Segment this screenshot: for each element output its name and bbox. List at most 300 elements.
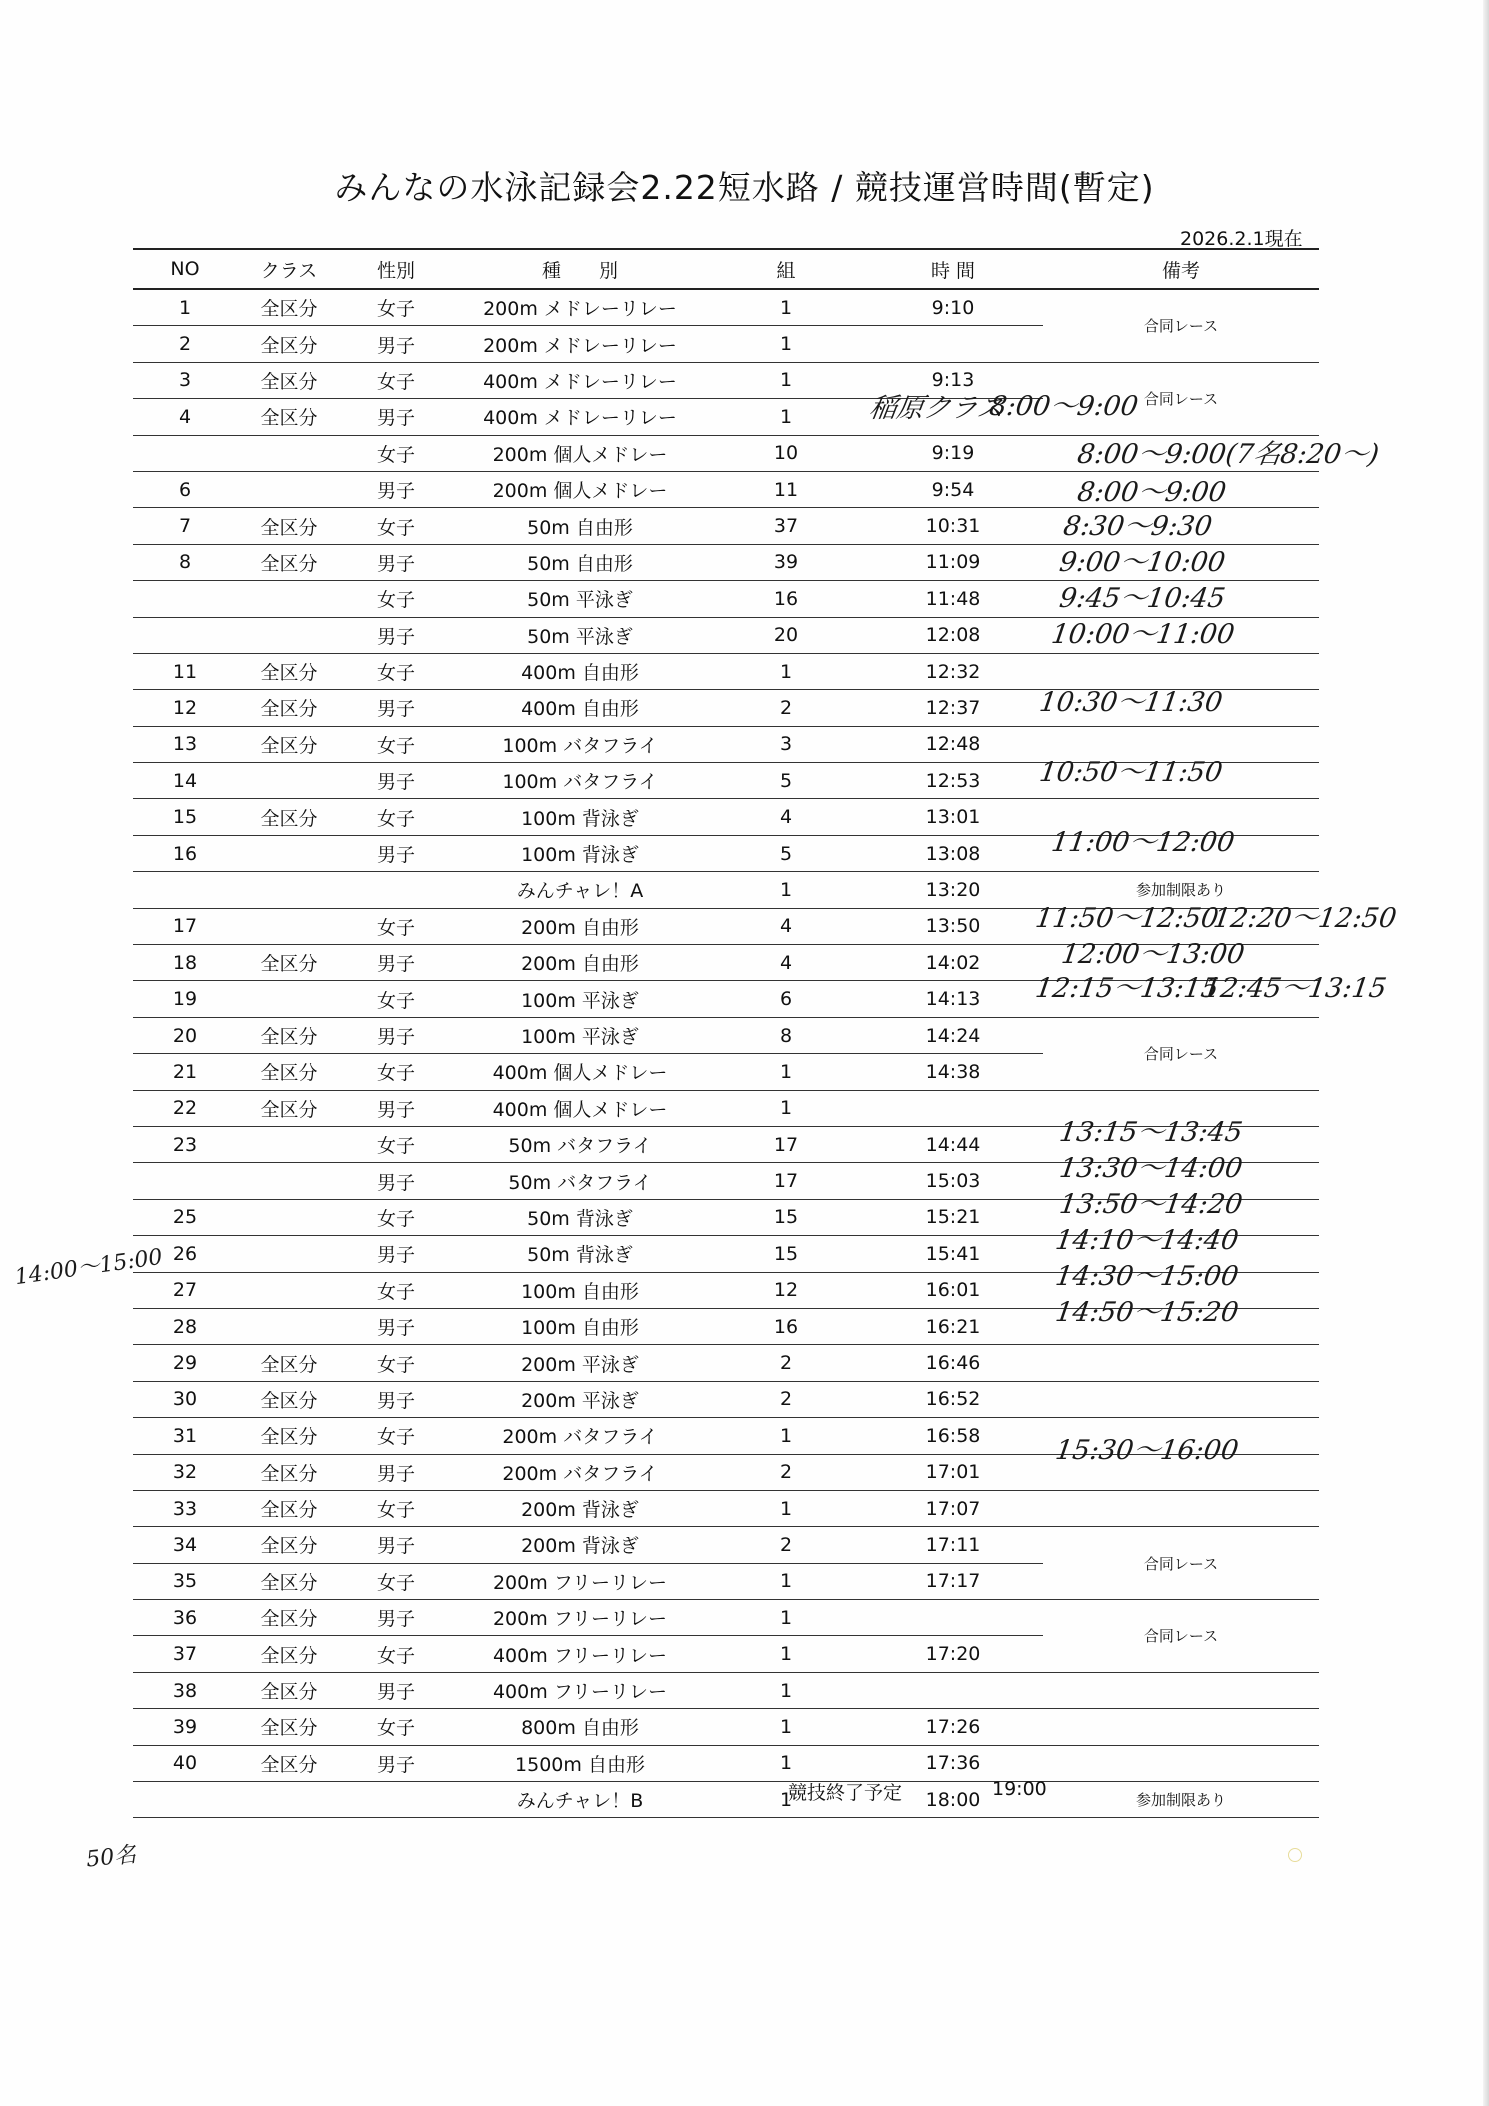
cell-no: 13 [172,733,198,756]
cell-group: 12 [773,1279,799,1302]
cell-time: 9:19 [931,442,975,465]
cell-group: 5 [779,769,793,792]
cell-event: 200m メドレーリレー [483,334,677,357]
table-row [133,1345,1319,1381]
cell-time: 14:02 [925,951,981,974]
cell-class [237,1782,341,1818]
hand-time: 8:00～9:00(7名8:20～) [1075,439,1381,470]
cell-sex: 男子 [376,1171,415,1194]
cell-event: 200m 自由形 [521,953,639,976]
cell-event: 50m 背泳ぎ [527,1244,633,1267]
cell-sex: 女子 [376,589,415,612]
cell-event: 100m バタフライ [502,734,658,757]
cell-event: 200m フリーリレー [451,1600,709,1636]
cell-class: 全区分 [260,1353,318,1376]
cell-time: 16:52 [925,1388,981,1411]
cell-time: 16:46 [925,1352,981,1375]
cell-sex: 女子 [376,916,415,939]
cell-sex: 男子 [376,1098,415,1121]
cell-no: 20 [133,1017,237,1053]
cell-time: 16:21 [925,1315,981,1338]
cell-group: 17 [773,1133,799,1156]
cell-class: 全区分 [260,1426,318,1449]
cell-sex: 女子 [376,1571,415,1594]
cell-group: 6 [779,988,793,1011]
cell-group: 1 [779,1788,793,1811]
cell-event: 400m 自由形 [521,698,639,721]
cell-group: 16 [773,587,799,610]
cell-no: 35 [172,1570,198,1593]
table-row [133,1672,1319,1708]
cell-sex: 女子 [376,1353,415,1376]
cell-event: 100m バタフライ [502,771,658,794]
cell-no: 32 [172,1461,198,1484]
cell-remark [1043,1709,1319,1745]
cell-sex: 女子 [341,362,451,398]
cell-event: 50m 自由形 [527,552,633,575]
cell-sex: 女子 [376,989,415,1012]
cell-time [863,1600,1043,1636]
cell-group: 2 [779,1388,793,1411]
cell-sex: 男子 [376,1389,415,1412]
cell-sex: 女子 [376,1717,415,1740]
cell-sex [341,872,451,908]
cell-event: 100m 背泳ぎ [521,807,639,830]
cell-group: 1 [779,1497,793,1520]
cell-no: 22 [172,1097,198,1120]
cell-remark-merged: 合同レース [1143,1627,1219,1646]
cell-group: 17 [773,1170,799,1193]
cell-event: 200m バタフライ [502,1426,658,1449]
cell-no: 23 [172,1133,198,1156]
cell-class: 全区分 [260,1753,318,1776]
cell-time: 14:44 [925,1133,981,1156]
cell-time: 12:48 [925,733,981,756]
cell-sex: 男子 [376,480,415,503]
header-class: クラス [237,249,341,289]
table-row [133,362,1319,398]
cell-group: 1 [709,362,863,398]
cell-group: 1 [779,1570,793,1593]
cell-sex: 男子 [376,1753,415,1776]
hand-time: 14:50～15:20 [1053,1297,1241,1328]
cell-time: 14:13 [925,988,981,1011]
hand-time: 11:50～12:50 [1033,903,1221,934]
cell-event: 200m メドレーリレー [451,289,709,326]
cell-group: 2 [779,696,793,719]
hand-time: 8:00～9:00 [987,391,1141,422]
cell-no: 17 [172,915,198,938]
cell-no [133,617,237,653]
cell-class [237,1236,341,1272]
header-no: NO [133,249,237,289]
cell-no: 3 [133,362,237,398]
cell-class [237,1272,341,1308]
hand-time: 12:00～13:00 [1059,939,1247,970]
cell-event: みんチャレ！B [516,1790,644,1813]
cell-time: 15:41 [925,1242,981,1265]
cell-class [237,617,341,653]
cell-no [133,872,237,908]
cell-remark-merged: 合同レース [1143,390,1219,409]
table-row [133,1527,1319,1563]
cell-event: 200m 背泳ぎ [451,1527,709,1563]
cell-remark [1043,1381,1319,1417]
cell-event: 1500m 自由形 [515,1753,645,1776]
cell-class: 全区分 [260,1571,318,1594]
cell-time: 13:50 [925,915,981,938]
hand-time: 10:00～11:00 [1049,619,1237,650]
cell-event: 400m フリーリレー [492,1644,668,1667]
cell-sex: 男子 [376,1462,415,1485]
cell-time: 13:20 [925,878,981,901]
cell-group: 4 [779,951,793,974]
cell-time: 18:00 [925,1788,981,1811]
cell-no: 21 [172,1060,198,1083]
cell-event: 50m 自由形 [527,516,633,539]
cell-event: 200m 背泳ぎ [521,1499,639,1522]
cell-no: 6 [178,478,192,501]
cell-no: 11 [172,660,198,683]
cell-class: 全区分 [260,1098,318,1121]
cell-remark [1043,1490,1319,1526]
cell-group: 2 [779,1352,793,1375]
table-row [133,1381,1319,1417]
cell-no: 34 [133,1527,237,1563]
cell-class [237,872,341,908]
cell-event: 50m 背泳ぎ [527,1207,633,1230]
cell-sex: 男子 [376,844,415,867]
cell-event: 200m 個人メドレー [492,443,668,466]
cell-no: 19 [172,988,198,1011]
cell-group: 1 [779,1424,793,1447]
cell-group: 20 [773,624,799,647]
table-header-row [133,249,1319,289]
cell-time: 14:38 [925,1060,981,1083]
cell-time: 12:08 [925,624,981,647]
cell-sex: 女子 [376,1062,415,1085]
cell-event: 100m 背泳ぎ [521,844,639,867]
cell-sex: 男子 [341,1527,451,1563]
cell-class: 全区分 [260,1644,318,1667]
scan-edge [1483,0,1489,2106]
cell-class: 全区分 [260,407,318,430]
cell-time [863,326,1043,362]
cell-group: 37 [773,515,799,538]
cell-event: 100m 自由形 [521,1280,639,1303]
cell-time: 17:07 [925,1497,981,1520]
cell-group: 1 [779,1679,793,1702]
cell-no: 33 [172,1497,198,1520]
table-row [133,1600,1319,1636]
cell-class [237,1199,341,1235]
cell-group: 16 [773,1315,799,1338]
cell-sex: 女子 [376,1426,415,1449]
cell-remark [1043,1345,1319,1381]
cell-event: 50m バタフライ [508,1135,652,1158]
cell-time: 9:54 [931,478,975,501]
cell-group: 1 [779,660,793,683]
cell-class: 全区分 [260,1062,318,1085]
cell-group: 8 [709,1017,863,1053]
cell-time: 17:20 [925,1643,981,1666]
cell-class [237,835,341,871]
cell-sex: 女子 [376,1207,415,1230]
cell-sex: 女子 [376,1499,415,1522]
cell-class: 全区分 [237,1527,341,1563]
cell-sex: 男子 [341,1600,451,1636]
cell-event: 200m 平泳ぎ [521,1389,639,1412]
cell-group: 5 [779,842,793,865]
cell-no: 4 [178,405,192,428]
cell-remark [1043,1745,1319,1781]
hand-margin-time: 14:00～15:00 [13,1244,165,1291]
cell-remark-merged: 合同レース [1143,317,1219,336]
cell-sex [341,1782,451,1818]
cell-sex: 男子 [376,1244,415,1267]
cell-no: 26 [172,1242,198,1265]
as-of-date: 2026.2.1現在 [1180,228,1303,250]
cell-sex: 男子 [376,698,415,721]
cell-class: 全区分 [260,1681,318,1704]
cell-group: 15 [773,1242,799,1265]
cell-no [133,581,237,617]
cell-no: 36 [133,1600,237,1636]
cell-class: 全区分 [260,1499,318,1522]
cell-class: 全区分 [260,1462,318,1485]
cell-group: 1 [779,1715,793,1738]
cell-time: 17:36 [925,1752,981,1775]
cell-time: 13:08 [925,842,981,865]
cell-no [133,1163,237,1199]
cell-group: 2 [779,1461,793,1484]
header-remarks: 備考 [1043,249,1319,289]
cell-sex: 女子 [376,516,415,539]
cell-time [863,1672,1043,1708]
hand-time: 13:30～14:00 [1057,1153,1245,1184]
cell-no: 16 [172,842,198,865]
table-row [133,1745,1319,1781]
cell-group: 1 [779,1097,793,1120]
hand-time: 8:30～9:30 [1061,511,1215,542]
cell-no: 12 [172,696,198,719]
cell-time: 9:10 [863,289,1043,326]
cell-sex: 女子 [376,662,415,685]
cell-event: 200m 平泳ぎ [521,1353,639,1376]
cell-group: 4 [779,806,793,829]
cell-no: 37 [172,1643,198,1666]
hand-time: 14:30～15:00 [1053,1261,1241,1292]
cell-event: 400m 個人メドレー [492,1098,668,1121]
hand-time: 15:30～16:00 [1053,1435,1241,1466]
cell-time: 17:26 [925,1715,981,1738]
cell-no: 2 [178,333,192,356]
cell-group: 11 [773,478,799,501]
table-row [133,1709,1319,1745]
cell-no: 15 [172,806,198,829]
cell-group: 2 [709,1527,863,1563]
table-row [133,1782,1319,1818]
cell-group: 15 [773,1206,799,1229]
hand-time: 10:50～11:50 [1037,757,1225,788]
cell-class: 全区分 [260,734,318,757]
end-time: 19:00 [992,1778,1047,1800]
cell-no: 7 [178,515,192,538]
cell-no: 18 [172,951,198,974]
hand-time: 13:50～14:20 [1057,1189,1245,1220]
cell-time: 9:13 [863,362,1043,398]
cell-class [237,581,341,617]
cell-time: 11:48 [925,587,981,610]
cell-sex: 男子 [376,1681,415,1704]
table-row [133,1017,1319,1053]
cell-sex: 男子 [376,953,415,976]
cell-no [133,435,237,471]
hand-time: 12:15～13:15 [1033,973,1221,1004]
cell-class: 全区分 [260,516,318,539]
cell-class [237,1308,341,1344]
hand-time: 12:20～12:50 [1211,903,1399,934]
cell-time: 17:01 [925,1461,981,1484]
cell-class: 全区分 [260,334,318,357]
cell-class: 全区分 [260,807,318,830]
cell-group: 4 [779,915,793,938]
cell-class: 全区分 [260,1389,318,1412]
hand-time: 10:30～11:30 [1037,687,1225,718]
cell-event: 400m メドレーリレー [483,407,677,430]
cell-group: 1 [709,1600,863,1636]
cell-sex: 女子 [376,1644,415,1667]
cell-sex: 女子 [376,443,415,466]
cell-event: 100m 平泳ぎ [521,989,639,1012]
cell-remark-merged: 合同レース [1143,1554,1219,1573]
cell-class: 全区分 [237,289,341,326]
cell-group: 3 [779,733,793,756]
header-sex: 性別 [341,249,451,289]
cell-class [237,763,341,799]
cell-time: 15:21 [925,1206,981,1229]
cell-no: 38 [172,1679,198,1702]
cell-no: 28 [172,1315,198,1338]
cell-event: 400m フリーリレー [492,1681,668,1704]
cell-event: 50m バタフライ [508,1171,652,1194]
end-label: 競技終了予定 [788,1782,903,1804]
cell-time: 12:32 [925,660,981,683]
cell-no: 40 [172,1752,198,1775]
cell-no: 8 [178,551,192,574]
document-title: みんなの水泳記録会2.22短水路 / 競技運営時間(暫定) [334,168,1155,207]
header-time: 時 間 [863,249,1043,289]
cell-time: 11:09 [925,551,981,574]
cell-remark: 参加制限あり [1135,1791,1226,1810]
cell-event: みんチャレ！A [516,880,644,903]
cell-no: 39 [172,1715,198,1738]
cell-sex: 女子 [376,1280,415,1303]
hand-time: 13:15～13:45 [1057,1117,1245,1148]
cell-class: 全区分 [260,953,318,976]
cell-time: 16:58 [925,1424,981,1447]
cell-time: 17:17 [925,1570,981,1593]
cell-event: 200m 自由形 [521,916,639,939]
cell-class [237,471,341,507]
cell-class: 全区分 [237,362,341,398]
cell-event: 50m 平泳ぎ [527,589,633,612]
table-row [133,1490,1319,1526]
cell-remark [1043,1672,1319,1708]
cell-group: 1 [779,1643,793,1666]
hand-time: 11:00～12:00 [1049,827,1237,858]
cell-event: 100m 自由形 [521,1317,639,1340]
cell-group: 39 [773,551,799,574]
cell-class [237,1163,341,1199]
cell-sex: 男子 [376,771,415,794]
cell-no: 14 [172,769,198,792]
cell-class: 全区分 [260,552,318,575]
cell-sex: 女子 [376,807,415,830]
cell-time: 12:37 [925,696,981,719]
cell-event: 400m 自由形 [521,662,639,685]
cell-time: 16:01 [925,1279,981,1302]
cell-event: 200m フリーリレー [492,1571,668,1594]
cell-remark: 参加制限あり [1135,881,1226,900]
cell-sex: 女子 [376,734,415,757]
cell-group: 1 [779,1752,793,1775]
cell-time [863,1090,1043,1126]
cell-sex: 女子 [376,1135,415,1158]
cell-sex: 男子 [376,552,415,575]
cell-group: 1 [779,333,793,356]
cell-no [133,1782,237,1818]
cell-sex: 男子 [376,407,415,430]
cell-event: 50m 平泳ぎ [527,625,633,648]
cell-sex: 男子 [376,625,415,648]
cell-time: 15:03 [925,1170,981,1193]
cell-group: 1 [779,405,793,428]
cell-no: 29 [172,1352,198,1375]
cell-event: 100m 平泳ぎ [451,1017,709,1053]
table-row [133,289,1319,326]
cell-event: 400m 個人メドレー [492,1062,668,1085]
header-event: 種 別 [451,249,709,289]
cell-group: 1 [779,878,793,901]
cell-sex: 男子 [376,1317,415,1340]
cell-no: 31 [172,1424,198,1447]
cell-group: 1 [779,1060,793,1083]
cell-no: 30 [172,1388,198,1411]
cell-remark-merged: 合同レース [1143,1045,1219,1064]
cell-no: 1 [133,289,237,326]
cell-class [237,908,341,944]
hand-time: 8:00～9:00 [1075,477,1229,508]
cell-time: 12:53 [925,769,981,792]
hand-time: 12:45～13:15 [1201,973,1389,1004]
cell-time: 10:31 [925,515,981,538]
cell-class: 全区分 [237,1017,341,1053]
cell-class: 全区分 [260,662,318,685]
cell-time: 13:01 [925,806,981,829]
cell-class: 全区分 [260,1717,318,1740]
scan-dot [1288,1848,1302,1862]
cell-event: 200m バタフライ [502,1462,658,1485]
cell-class: 全区分 [260,698,318,721]
cell-group: 1 [709,289,863,326]
cell-sex: 男子 [341,1017,451,1053]
cell-sex: 女子 [341,289,451,326]
hand-time: 9:00～10:00 [1057,547,1228,578]
cell-class [237,435,341,471]
cell-event: 200m 個人メドレー [492,480,668,503]
cell-class [237,981,341,1017]
